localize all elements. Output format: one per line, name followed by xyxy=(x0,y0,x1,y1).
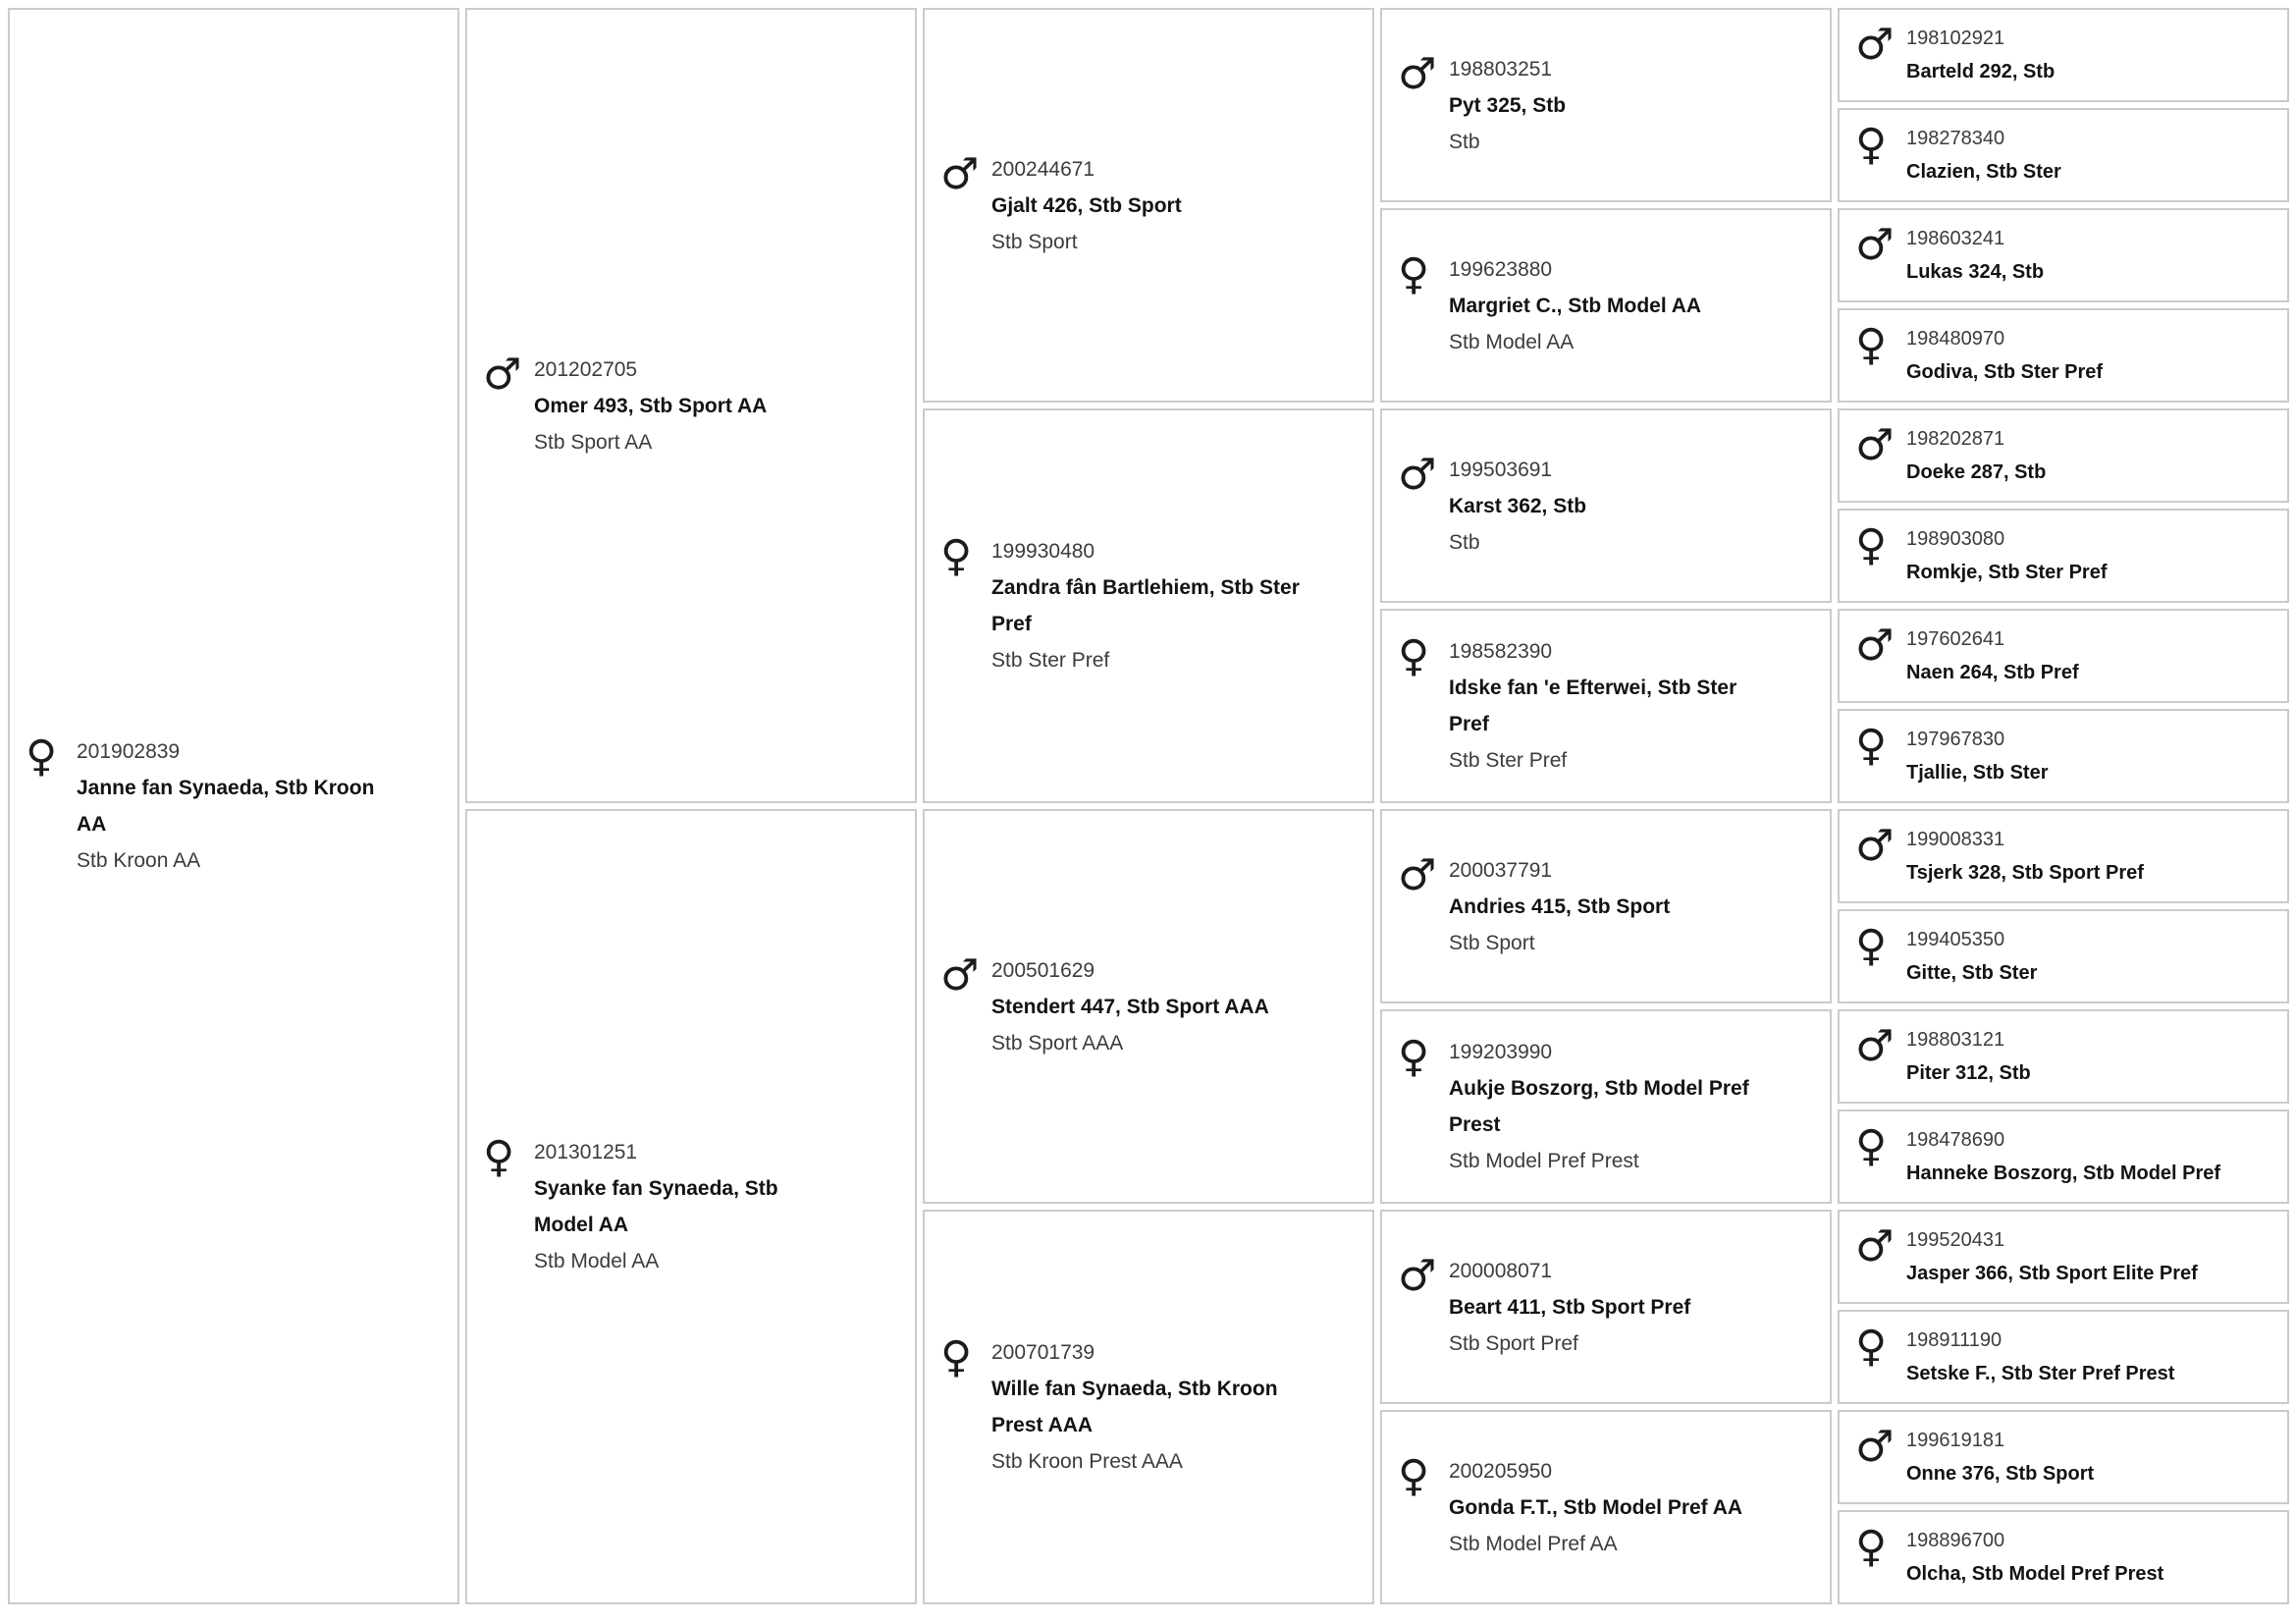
horse-registration-number: 198202871 xyxy=(1906,428,2005,450)
male-icon: ♂ xyxy=(1398,849,1437,900)
horse-status: Stb Kroon Prest AAA xyxy=(991,1450,1183,1473)
horse-name: Tjallie, Stb Ster xyxy=(1906,762,2049,784)
horse-info xyxy=(534,1134,843,1279)
horse-name: Jasper 366, Stb Sport Elite Pref xyxy=(1906,1263,2198,1284)
horse-entry xyxy=(1398,449,1587,561)
pedigree-cell[interactable] xyxy=(1838,909,2289,1003)
horse-info xyxy=(1906,322,2103,389)
pedigree-cell[interactable] xyxy=(1838,408,2289,503)
female-icon: ♀ xyxy=(940,1332,973,1382)
horse-name: Karst 362, Stb xyxy=(1449,494,1587,517)
horse-name: Gitte, Stb Ster xyxy=(1906,962,2038,984)
horse-entry xyxy=(1398,48,1567,160)
male-icon: ♂ xyxy=(940,148,980,199)
horse-status: Stb Model AA xyxy=(534,1250,660,1272)
female-icon: ♀ xyxy=(483,1132,515,1182)
male-icon: ♂ xyxy=(1855,1422,1895,1472)
horse-name: Onne 376, Stb Sport xyxy=(1906,1463,2095,1485)
horse-name: Aukje Boszorg, Stb Model Pref Prest xyxy=(1449,1077,1749,1136)
horse-entry xyxy=(1855,1123,2220,1190)
pedigree-cell[interactable] xyxy=(1838,1109,2289,1204)
pedigree-cell[interactable] xyxy=(1380,809,1832,1003)
horse-registration-number: 201202705 xyxy=(534,357,638,381)
horse-name: Gonda F.T., Stb Model Pref AA xyxy=(1449,1495,1743,1519)
horse-entry xyxy=(1855,1324,2174,1390)
male-icon: ♂ xyxy=(1855,621,1895,671)
pedigree-cell[interactable] xyxy=(465,8,917,803)
female-icon: ♀ xyxy=(1398,1450,1430,1501)
female-icon: ♀ xyxy=(1855,120,1888,170)
horse-entry xyxy=(940,148,1182,260)
horse-info xyxy=(1906,122,2061,189)
horse-registration-number: 198478690 xyxy=(1906,1129,2005,1151)
male-icon: ♂ xyxy=(940,949,980,1001)
horse-registration-number: 201902839 xyxy=(77,740,181,763)
horse-registration-number: 200008071 xyxy=(1449,1259,1553,1282)
male-icon: ♂ xyxy=(1855,1221,1895,1271)
horse-entry xyxy=(1855,422,2046,489)
horse-name: Olcha, Stb Model Pref Prest xyxy=(1906,1563,2164,1585)
horse-status: Stb Sport AA xyxy=(534,430,653,454)
horse-info xyxy=(1449,633,1758,779)
horse-name: Gjalt 426, Stb Sport xyxy=(991,193,1182,217)
horse-registration-number: 200205950 xyxy=(1449,1459,1553,1483)
horse-registration-number: 197967830 xyxy=(1906,729,2005,750)
horse-status: Stb Model AA xyxy=(1449,330,1575,353)
horse-info xyxy=(1906,1023,2031,1090)
horse-info xyxy=(1449,251,1701,360)
horse-registration-number: 199619181 xyxy=(1906,1430,2005,1451)
horse-entry xyxy=(1855,1424,2094,1490)
horse-registration-number: 199405350 xyxy=(1906,929,2005,950)
horse-status: Stb Sport xyxy=(1449,931,1535,954)
pedigree-cell[interactable] xyxy=(1380,1009,1832,1204)
horse-entry xyxy=(1398,633,1758,779)
horse-entry xyxy=(1855,723,2048,789)
male-icon: ♂ xyxy=(1398,48,1437,99)
horse-info xyxy=(1449,51,1566,160)
pedigree-cell[interactable] xyxy=(1380,609,1832,803)
female-icon: ♀ xyxy=(1398,1032,1430,1082)
horse-info xyxy=(991,1334,1301,1480)
horse-entry xyxy=(940,533,1301,678)
horse-info xyxy=(1906,222,2044,289)
horse-info xyxy=(1449,1253,1690,1362)
pedigree-table xyxy=(8,8,2289,1604)
male-icon: ♂ xyxy=(1398,1250,1437,1301)
horse-info xyxy=(1906,1524,2163,1591)
horse-info xyxy=(1906,522,2108,589)
horse-status: Stb Ster Pref xyxy=(991,649,1110,672)
horse-registration-number: 200244671 xyxy=(991,157,1095,181)
horse-info xyxy=(1906,1123,2220,1190)
horse-status: Stb xyxy=(1449,130,1480,153)
horse-registration-number: 199520431 xyxy=(1906,1229,2005,1251)
horse-info xyxy=(1906,923,2037,990)
horse-info xyxy=(1449,1034,1758,1179)
horse-info xyxy=(1906,723,2048,789)
pedigree-cell[interactable] xyxy=(1838,1410,2289,1504)
male-icon: ♂ xyxy=(1855,20,1895,70)
horse-registration-number: 198603241 xyxy=(1906,228,2005,249)
horse-entry xyxy=(1855,923,2037,990)
horse-info xyxy=(1906,422,2046,489)
horse-registration-number: 198803121 xyxy=(1906,1029,2005,1051)
pedigree-cell[interactable] xyxy=(1838,609,2289,703)
horse-info xyxy=(1906,622,2079,689)
male-icon: ♂ xyxy=(1855,220,1895,270)
pedigree-cell[interactable] xyxy=(1838,809,2289,903)
horse-name: Piter 312, Stb xyxy=(1906,1062,2031,1084)
horse-registration-number: 198803251 xyxy=(1449,57,1553,81)
horse-entry xyxy=(940,949,1269,1061)
horse-info xyxy=(1449,452,1586,561)
pedigree-cell[interactable] xyxy=(1380,1410,1832,1604)
horse-registration-number: 197602641 xyxy=(1906,628,2005,650)
horse-entry xyxy=(1398,1450,1743,1562)
horse-entry xyxy=(1398,248,1702,360)
pedigree-cell[interactable] xyxy=(1838,1510,2289,1604)
horse-name: Margriet C., Stb Model AA xyxy=(1449,294,1702,317)
horse-name: Hanneke Boszorg, Stb Model Pref xyxy=(1906,1163,2221,1184)
horse-info xyxy=(1906,1324,2174,1390)
female-icon: ♀ xyxy=(1855,721,1888,771)
pedigree-cell[interactable] xyxy=(923,8,1374,403)
horse-status: Stb Kroon AA xyxy=(77,849,201,872)
pedigree-cell[interactable] xyxy=(1838,8,2289,102)
horse-name: Naen 264, Stb Pref xyxy=(1906,662,2079,683)
horse-status: Stb Sport xyxy=(991,230,1078,253)
horse-entry xyxy=(1855,1524,2163,1591)
horse-info xyxy=(991,151,1182,260)
horse-entry xyxy=(1855,122,2061,189)
horse-name: Andries 415, Stb Sport xyxy=(1449,894,1671,918)
horse-entry xyxy=(1855,823,2144,890)
horse-status: Stb xyxy=(1449,530,1480,554)
pedigree-cell[interactable] xyxy=(1380,408,1832,603)
horse-name: Stendert 447, Stb Sport AAA xyxy=(991,995,1269,1018)
horse-entry xyxy=(26,733,386,879)
female-icon: ♀ xyxy=(1855,921,1888,971)
horse-entry xyxy=(1855,322,2103,389)
male-icon: ♂ xyxy=(1855,1021,1895,1071)
horse-registration-number: 199623880 xyxy=(1449,257,1553,281)
pedigree-cell[interactable] xyxy=(1838,709,2289,803)
horse-entry xyxy=(1855,522,2108,589)
horse-registration-number: 198582390 xyxy=(1449,640,1553,663)
female-icon: ♀ xyxy=(1398,248,1430,299)
horse-name: Idske fan 'e Efterwei, Stb Ster Pref xyxy=(1449,676,1737,735)
horse-registration-number: 198480970 xyxy=(1906,328,2005,350)
pedigree-cell[interactable] xyxy=(1838,1210,2289,1304)
pedigree-cell[interactable] xyxy=(1838,509,2289,603)
horse-entry xyxy=(483,349,768,460)
horse-entry xyxy=(1855,1223,2198,1290)
horse-entry xyxy=(1398,849,1671,961)
female-icon: ♀ xyxy=(1855,1322,1888,1372)
pedigree-cell[interactable] xyxy=(1380,1210,1832,1404)
horse-entry xyxy=(1855,622,2079,689)
horse-info xyxy=(991,533,1301,678)
pedigree-cell[interactable] xyxy=(1380,8,1832,202)
pedigree-cell[interactable] xyxy=(1838,208,2289,302)
horse-name: Barteld 292, Stb xyxy=(1906,61,2056,82)
horse-info xyxy=(1906,1424,2094,1490)
male-icon: ♂ xyxy=(483,349,522,400)
male-icon: ♂ xyxy=(1855,420,1895,470)
pedigree-cell[interactable] xyxy=(1838,1009,2289,1104)
pedigree-cell[interactable] xyxy=(923,809,1374,1204)
horse-info xyxy=(1906,22,2055,88)
horse-name: Romkje, Stb Ster Pref xyxy=(1906,562,2108,583)
horse-name: Zandra fân Bartlehiem, Stb Ster Pref xyxy=(991,576,1300,635)
horse-name: Omer 493, Stb Sport AA xyxy=(534,394,768,417)
horse-registration-number: 199930480 xyxy=(991,540,1095,563)
horse-name: Beart 411, Stb Sport Pref xyxy=(1449,1295,1691,1319)
horse-entry xyxy=(1855,222,2044,289)
horse-entry xyxy=(1855,22,2055,88)
horse-name: Lukas 324, Stb xyxy=(1906,261,2045,283)
horse-registration-number: 199008331 xyxy=(1906,829,2005,850)
horse-name: Setske F., Stb Ster Pref Prest xyxy=(1906,1363,2175,1384)
horse-entry xyxy=(483,1134,843,1279)
male-icon: ♂ xyxy=(1398,449,1437,500)
female-icon: ♀ xyxy=(940,531,973,581)
pedigree-cell[interactable] xyxy=(923,1210,1374,1604)
horse-name: Syanke fan Synaeda, Stb Model AA xyxy=(534,1177,778,1236)
horse-info xyxy=(991,952,1269,1061)
horse-info xyxy=(77,733,386,879)
horse-registration-number: 200501629 xyxy=(991,958,1095,982)
horse-status: Stb Sport Pref xyxy=(1449,1331,1578,1355)
horse-name: Janne fan Synaeda, Stb Kroon AA xyxy=(77,777,375,836)
horse-info xyxy=(1906,1223,2198,1290)
pedigree-cell[interactable] xyxy=(1380,208,1832,403)
horse-status: Stb Model Pref Prest xyxy=(1449,1150,1639,1172)
horse-registration-number: 199503691 xyxy=(1449,458,1553,481)
horse-info xyxy=(1906,823,2144,890)
horse-registration-number: 198911190 xyxy=(1906,1329,2002,1351)
horse-entry xyxy=(940,1334,1301,1480)
female-icon: ♀ xyxy=(1855,320,1888,370)
pedigree-cell[interactable] xyxy=(1838,308,2289,403)
horse-name: Godiva, Stb Ster Pref xyxy=(1906,361,2104,383)
pedigree-cell[interactable] xyxy=(1838,1310,2289,1404)
horse-info xyxy=(1449,1453,1742,1562)
horse-entry xyxy=(1398,1250,1691,1362)
horse-registration-number: 198903080 xyxy=(1906,528,2005,550)
male-icon: ♂ xyxy=(1855,821,1895,871)
horse-status: Stb Ster Pref xyxy=(1449,749,1568,772)
horse-status: Stb Model Pref AA xyxy=(1449,1532,1618,1555)
horse-registration-number: 198102921 xyxy=(1906,27,2005,49)
female-icon: ♀ xyxy=(1855,1522,1888,1572)
horse-status: Stb Sport AAA xyxy=(991,1031,1124,1055)
female-icon: ♀ xyxy=(26,731,58,782)
horse-registration-number: 201301251 xyxy=(534,1141,638,1163)
pedigree-cell[interactable] xyxy=(8,8,459,1604)
horse-entry xyxy=(1855,1023,2031,1090)
horse-name: Clazien, Stb Ster xyxy=(1906,161,2061,183)
horse-name: Wille fan Synaeda, Stb Kroon Prest AAA xyxy=(991,1378,1278,1436)
horse-registration-number: 198278340 xyxy=(1906,128,2005,149)
horse-info xyxy=(1449,852,1670,961)
horse-registration-number: 198896700 xyxy=(1906,1530,2005,1551)
pedigree-cell[interactable] xyxy=(923,408,1374,803)
horse-registration-number: 199203990 xyxy=(1449,1041,1553,1063)
female-icon: ♀ xyxy=(1398,631,1430,681)
horse-name: Pyt 325, Stb xyxy=(1449,93,1567,117)
horse-registration-number: 200701739 xyxy=(991,1341,1095,1364)
horse-info xyxy=(534,352,767,460)
horse-entry xyxy=(1398,1034,1758,1179)
horse-name: Doeke 287, Stb xyxy=(1906,461,2047,483)
horse-registration-number: 200037791 xyxy=(1449,858,1553,882)
horse-name: Tsjerk 328, Stb Sport Pref xyxy=(1906,862,2144,884)
female-icon: ♀ xyxy=(1855,520,1888,570)
pedigree-cell[interactable] xyxy=(465,809,917,1604)
female-icon: ♀ xyxy=(1855,1121,1888,1171)
pedigree-cell[interactable] xyxy=(1838,108,2289,202)
